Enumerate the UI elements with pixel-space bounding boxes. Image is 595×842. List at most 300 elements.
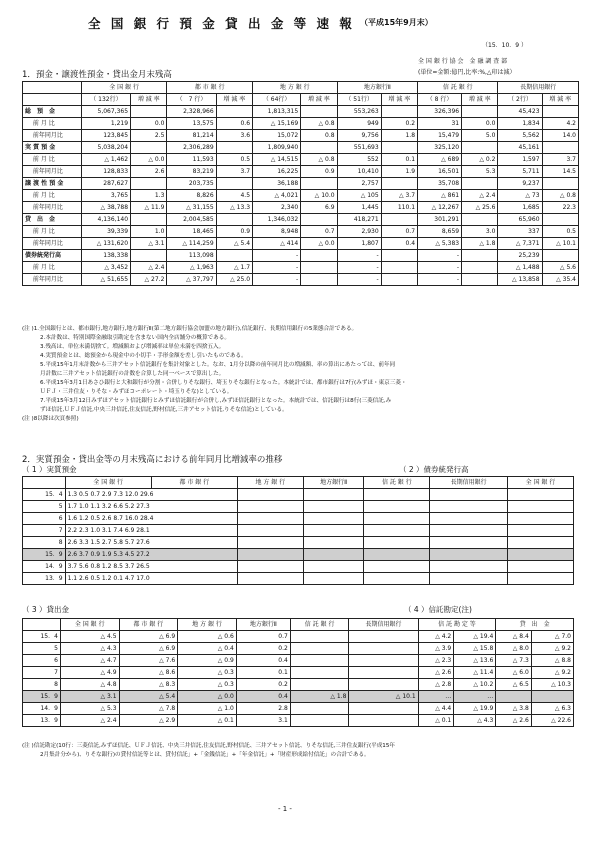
empty-cell xyxy=(364,525,430,537)
table-cell: 0.4 xyxy=(236,691,290,703)
table-row xyxy=(23,631,574,643)
column-header: 信 託 銀 行 xyxy=(364,477,430,489)
table-cell xyxy=(381,214,417,226)
table-cell: 22.3 xyxy=(542,202,578,214)
table-cell: … xyxy=(418,691,454,703)
table-cell xyxy=(462,106,498,118)
table-cell: △ 5.4 xyxy=(216,238,252,250)
table-cell xyxy=(290,655,349,667)
table-cell: △ 51,655 xyxy=(81,274,130,286)
empty-cell xyxy=(303,573,364,585)
table-cell: 1,445 xyxy=(337,202,381,214)
table-cell: △ 15.8 xyxy=(454,643,496,655)
table-cell: △ 2.6 xyxy=(418,667,454,679)
table-cell: 3.6 xyxy=(216,130,252,142)
row-label: 前年同月比 xyxy=(23,238,82,250)
rate-header: 増 減 率 xyxy=(301,94,337,106)
table-cell xyxy=(349,631,418,643)
empty-cell xyxy=(303,513,364,525)
table-cell: 2,340 xyxy=(253,202,301,214)
table-cell xyxy=(349,667,418,679)
table-cell: 8,826 xyxy=(167,190,216,202)
table-cell: △ 2.8 xyxy=(418,679,454,691)
table-cell xyxy=(462,178,498,190)
table-cell: 203,735 xyxy=(167,178,216,190)
table-cell: 1.8 xyxy=(381,130,417,142)
table-cell: 16,501 xyxy=(418,166,462,178)
empty-cell xyxy=(364,561,430,573)
table-cell: 14.0 xyxy=(542,130,578,142)
table-cell: 326,396 xyxy=(418,106,462,118)
table-row xyxy=(23,214,579,226)
page-number: - 1 - xyxy=(278,805,292,813)
table-cell: 0.4 xyxy=(381,238,417,250)
table-cell: 2.5 xyxy=(131,130,167,142)
row-values: 2.6 3.3 1.5 2.7 5.8 5.7 27.6 xyxy=(65,537,237,549)
table-cell: △ 9.2 xyxy=(531,643,573,655)
table-cell: △ 10.1 xyxy=(542,238,578,250)
table-cell: 0.2 xyxy=(381,118,417,130)
table-cell: 1,597 xyxy=(498,154,542,166)
corner-cell xyxy=(23,477,66,489)
table-cell xyxy=(290,715,349,727)
table-cell: △ 0.9 xyxy=(178,655,237,667)
table-cell: 3.0 xyxy=(462,226,498,238)
table-row xyxy=(23,561,574,573)
table-cell: 1.9 xyxy=(381,166,417,178)
table-cell: 15,479 xyxy=(418,130,462,142)
table-cell: - xyxy=(253,274,301,286)
row-label: 7 xyxy=(23,667,61,679)
issue-date: （15．10．9 ） xyxy=(482,42,527,49)
table-cell: △ 31,155 xyxy=(167,202,216,214)
table-cell: △ 8.3 xyxy=(119,679,178,691)
table-cell: 8,948 xyxy=(253,226,301,238)
empty-cell xyxy=(303,549,364,561)
row-label: 15．9 xyxy=(23,549,66,561)
table-cell xyxy=(462,142,498,154)
empty-cell xyxy=(430,489,508,501)
empty-cell xyxy=(430,561,508,573)
note-line: 5.平成15年1月末計数から三井アセット信託銀行を集計対象とした。なお、1月分以降の前年同月比の増減額、率の算出にあたっては、前年同 xyxy=(40,362,396,368)
table-cell: △ 8.4 xyxy=(496,631,532,643)
table-cell: 0.5 xyxy=(216,154,252,166)
table-cell: △ 8.8 xyxy=(531,655,573,667)
table-row xyxy=(23,667,574,679)
table-cell: - xyxy=(337,274,381,286)
table-cell: △ 10.2 xyxy=(454,679,496,691)
sub4-title: （ 4 ）信託勘定(注) xyxy=(404,605,472,614)
table-cell: △ 0.8 xyxy=(301,118,337,130)
table-cell: △ 3,452 xyxy=(81,262,130,274)
table-cell: △ 0.8 xyxy=(301,154,337,166)
table-cell: △ 4.3 xyxy=(454,715,496,727)
table-cell: △ 105 xyxy=(337,190,381,202)
table-row xyxy=(23,549,574,561)
table-cell: - xyxy=(253,250,301,262)
column-header: 全 国 銀 行 xyxy=(65,477,151,489)
table-cell: △ 5.4 xyxy=(119,691,178,703)
table-cell: △ 7,371 xyxy=(498,238,542,250)
table-cell: 123,845 xyxy=(81,130,130,142)
empty-cell xyxy=(430,573,508,585)
note-line: 3.残高は、単位未満切捨て。増減額および増減率は単位未満を四捨五入。 xyxy=(40,344,225,350)
table-cell: 0.4 xyxy=(236,655,290,667)
row-values: 1.6 1.2 0.5 2.6 8.7 16.0 28.4 xyxy=(65,513,237,525)
table-cell: △ 4,021 xyxy=(253,190,301,202)
table-cell: 1.0 xyxy=(131,226,167,238)
row-label: 13．9 xyxy=(23,573,66,585)
note-line: ずほ信託,ＵＦＪ信託,中央三井信託,住友信託,野村信託,三井アセット信託,りそな信託)としている。 xyxy=(40,407,288,413)
table-cell: 337 xyxy=(498,226,542,238)
table-cell: △ 2.9 xyxy=(119,715,178,727)
row-label: 8 xyxy=(23,679,61,691)
row-label: 前 月 比 xyxy=(23,262,82,274)
row-label: 7 xyxy=(23,525,66,537)
table-cell: △ 7.0 xyxy=(531,631,573,643)
column-count: （ 2行） xyxy=(498,94,542,106)
table-cell xyxy=(290,631,349,643)
section1-title: 1．預金・譲渡性預金・貸出金月末残高 xyxy=(22,70,172,80)
table-row xyxy=(23,202,579,214)
table-cell xyxy=(462,274,498,286)
empty-cell xyxy=(508,561,574,573)
table-cell: △ 10.1 xyxy=(349,691,418,703)
table-cell: △ 25.6 xyxy=(462,202,498,214)
table-cell: △ 1,488 xyxy=(498,262,542,274)
deposit-trend-table xyxy=(22,476,574,585)
table-cell: 1,809,940 xyxy=(253,142,301,154)
loan-trend-table xyxy=(22,618,574,727)
table-row xyxy=(23,703,574,715)
table-cell: △ 1.0 xyxy=(178,703,237,715)
table-cell: - xyxy=(418,274,462,286)
table-cell: △ 8.6 xyxy=(119,667,178,679)
table-cell: △ 0.0 xyxy=(301,238,337,250)
table-row xyxy=(23,118,579,130)
table-cell: △ 38,788 xyxy=(81,202,130,214)
table-cell: 1,807 xyxy=(337,238,381,250)
table-cell: △ 6.9 xyxy=(119,643,178,655)
empty-cell xyxy=(508,489,574,501)
table-cell: 3.7 xyxy=(542,154,578,166)
empty-cell xyxy=(364,549,430,561)
row-values: 1.1 2.6 0.5 1.2 0.1 4.7 17.0 xyxy=(65,573,237,585)
table-cell xyxy=(542,250,578,262)
table-cell: △ 1.8 xyxy=(290,691,349,703)
column-count: （ 64行） xyxy=(253,94,301,106)
table-row xyxy=(23,250,579,262)
table-cell xyxy=(216,214,252,226)
table-cell: △ 2.4 xyxy=(60,715,119,727)
empty-cell xyxy=(430,501,508,513)
empty-cell xyxy=(237,561,303,573)
column-header: 都 市 銀 行 xyxy=(119,619,178,631)
table-cell: △ 3.1 xyxy=(131,238,167,250)
row-label: 前年同月比 xyxy=(23,166,82,178)
table-cell: 949 xyxy=(337,118,381,130)
table-cell: 0.7 xyxy=(236,631,290,643)
empty-cell xyxy=(364,501,430,513)
column-header: 地 方 銀 行 xyxy=(237,477,303,489)
table-cell: 5.3 xyxy=(462,166,498,178)
table-cell xyxy=(542,214,578,226)
note-line: 2月集計分から)、りそな銀行)の貸付信託等とは、貸付信託」+「金銭信託」+「年金信託」+「財産形成給付信託」の合計である。 xyxy=(40,752,370,758)
table-cell: 10,410 xyxy=(337,166,381,178)
table-cell: △ 689 xyxy=(418,154,462,166)
table-cell: △ 13.6 xyxy=(454,655,496,667)
row-label: 前 月 比 xyxy=(23,190,82,202)
table-cell xyxy=(216,142,252,154)
table-cell: 2,757 xyxy=(337,178,381,190)
table-cell: 1,346,032 xyxy=(253,214,301,226)
table-row xyxy=(23,715,574,727)
table-cell: △ 7.8 xyxy=(119,703,178,715)
table-cell: 0.7 xyxy=(301,226,337,238)
table-cell: △ 11.9 xyxy=(131,202,167,214)
row-label: 15．9 xyxy=(23,691,61,703)
report-date: （平成15年9月末） xyxy=(360,18,433,27)
table-cell: △ 12,267 xyxy=(418,202,462,214)
empty-cell xyxy=(364,573,430,585)
row-group-label: 貸 出 金 xyxy=(23,214,82,226)
table-cell xyxy=(542,178,578,190)
table-cell: 5,067,365 xyxy=(81,106,130,118)
table-cell xyxy=(131,214,167,226)
note-line: 4.実質預金とは、総預金から現金中の小切手・手形金額を差し引いたものである。 xyxy=(40,353,247,359)
table-row xyxy=(23,489,574,501)
table-row xyxy=(23,238,579,250)
table-cell: 13,575 xyxy=(167,118,216,130)
table-cell: 35,708 xyxy=(418,178,462,190)
row-group-label: 実 質 預 金 xyxy=(23,142,82,154)
column-header: 信 託 勘 定 等 xyxy=(418,619,496,631)
column-header: 地 方 銀 行 xyxy=(253,82,338,94)
table-cell: △ 4.4 xyxy=(418,703,454,715)
table-cell: 3.7 xyxy=(216,166,252,178)
table-cell xyxy=(301,262,337,274)
row-label: 15．4 xyxy=(23,631,61,643)
table-cell: △ 25.0 xyxy=(216,274,252,286)
table-cell xyxy=(290,667,349,679)
table-cell: 551,693 xyxy=(337,142,381,154)
table-cell xyxy=(349,703,418,715)
row-values: 1.7 1.0 1.1 3.2 6.6 5.2 27.3 xyxy=(65,501,237,513)
table-cell xyxy=(381,250,417,262)
column-header: 全 国 銀 行 xyxy=(81,82,167,94)
table-cell: 0.8 xyxy=(301,130,337,142)
table-cell: △ 1,963 xyxy=(167,262,216,274)
row-label: 6 xyxy=(23,655,61,667)
table-cell: △ 1.8 xyxy=(462,238,498,250)
table-cell xyxy=(462,214,498,226)
table-cell: 1,813,315 xyxy=(253,106,301,118)
table-cell: 5,711 xyxy=(498,166,542,178)
column-header: 長期信用銀行 xyxy=(349,619,418,631)
table-cell xyxy=(462,262,498,274)
table-cell: △ 10.0 xyxy=(301,190,337,202)
table-cell: △ 9.2 xyxy=(531,667,573,679)
table-cell xyxy=(301,274,337,286)
table-cell: - xyxy=(337,262,381,274)
table-cell: 287,627 xyxy=(81,178,130,190)
table-cell: 3,765 xyxy=(81,190,130,202)
table-cell: △ 4.5 xyxy=(60,631,119,643)
table-cell: 6.9 xyxy=(301,202,337,214)
table-cell xyxy=(349,655,418,667)
table-cell: △ 0.0 xyxy=(131,154,167,166)
table-cell: 0.2 xyxy=(236,643,290,655)
empty-cell xyxy=(237,537,303,549)
table-cell: △ 8.0 xyxy=(496,643,532,655)
table-cell: 113,098 xyxy=(167,250,216,262)
table-cell: 0.1 xyxy=(381,154,417,166)
empty-cell xyxy=(430,525,508,537)
table-cell xyxy=(462,250,498,262)
empty-cell xyxy=(364,513,430,525)
empty-cell xyxy=(508,537,574,549)
table-cell xyxy=(301,250,337,262)
table-cell: 39,339 xyxy=(81,226,130,238)
table-cell: △ 11.4 xyxy=(454,667,496,679)
table-cell: 14.5 xyxy=(542,166,578,178)
empty-cell xyxy=(508,525,574,537)
empty-cell xyxy=(508,513,574,525)
row-group-label: 債券統発行高 xyxy=(23,250,82,262)
table-cell: △ 0.0 xyxy=(178,691,237,703)
table-cell: 0.2 xyxy=(236,679,290,691)
table-row xyxy=(23,262,579,274)
table-cell: 0.0 xyxy=(131,118,167,130)
table-cell: △ 5,383 xyxy=(418,238,462,250)
table-cell: … xyxy=(454,691,496,703)
table-cell: 45,423 xyxy=(498,106,542,118)
table-cell: △ 2.3 xyxy=(418,655,454,667)
table-cell: 2,004,585 xyxy=(167,214,216,226)
table-cell xyxy=(349,679,418,691)
table-cell: △ 35.4 xyxy=(542,274,578,286)
empty-cell xyxy=(303,537,364,549)
rate-header: 増 減 率 xyxy=(131,94,167,106)
table-cell: △ 0.6 xyxy=(178,631,237,643)
corner-cell xyxy=(23,82,82,94)
table-cell: △ 73 xyxy=(498,190,542,202)
table-cell: △ 6.9 xyxy=(119,631,178,643)
table-cell: - xyxy=(337,250,381,262)
table-row xyxy=(23,154,579,166)
column-header: 長期信用銀行 xyxy=(498,82,579,94)
publisher: 全 国 銀 行 協 会 金 融 調 査 部 xyxy=(418,58,508,65)
column-header: 長期信用銀行 xyxy=(430,477,508,489)
table-cell: △ 13.3 xyxy=(216,202,252,214)
column-header: 地方銀行Ⅱ xyxy=(303,477,364,489)
table-cell xyxy=(531,691,573,703)
empty-cell xyxy=(237,549,303,561)
empty-cell xyxy=(364,537,430,549)
note-line: (注 )信託勘定(10行：三菱信託,みずほ信託、ＵＦＪ信託、中央三井信託,住友信託,野村信託、三井アセット信託、りそな信託,三井住友銀行(平成15年 xyxy=(22,743,396,749)
table-cell: 4,136,140 xyxy=(81,214,130,226)
table-cell xyxy=(290,703,349,715)
table-cell xyxy=(542,142,578,154)
table-cell: - xyxy=(418,262,462,274)
table-cell: △ 3.8 xyxy=(496,703,532,715)
table-cell xyxy=(216,106,252,118)
table-cell: 2.6 xyxy=(131,166,167,178)
table-cell: △ 6.3 xyxy=(531,703,573,715)
table-cell: 9,237 xyxy=(498,178,542,190)
table-row xyxy=(23,130,579,142)
table-cell xyxy=(542,106,578,118)
note-line: 6.平成15年3月1日あさひ銀行と大和銀行が分割・合併しりそな銀行、埼玉りそな銀行となった。本統計では、都市銀行は7行(みずほ・東京三菱・ xyxy=(40,380,407,386)
row-label: 前年同月比 xyxy=(23,274,82,286)
column-header: 都 市 銀 行 xyxy=(167,82,253,94)
column-header: 都 市 銀 行 xyxy=(151,477,237,489)
table-cell: △ 27.2 xyxy=(131,274,167,286)
table-row xyxy=(23,178,579,190)
row-group-label: 総 預 金 xyxy=(23,106,82,118)
units-note: (単位=金額:億円,比率:%,△印は減） xyxy=(418,69,516,76)
table-cell: △ 7.6 xyxy=(119,655,178,667)
table-row xyxy=(23,573,574,585)
table-cell: △ 2.4 xyxy=(462,190,498,202)
table-cell xyxy=(301,106,337,118)
table-cell: 1.3 xyxy=(131,190,167,202)
table-cell: 8,659 xyxy=(418,226,462,238)
table-cell xyxy=(496,691,532,703)
table-row xyxy=(23,513,574,525)
row-values: 2.2 2.3 1.0 3.1 7.4 6.9 28.1 xyxy=(65,525,237,537)
table-cell: △ 861 xyxy=(418,190,462,202)
column-header: 貸 出 金 xyxy=(496,619,574,631)
table-cell: △ 14,515 xyxy=(253,154,301,166)
table-cell xyxy=(290,679,349,691)
table-cell: △ 19.4 xyxy=(454,631,496,643)
table-row xyxy=(23,525,574,537)
empty-cell xyxy=(508,573,574,585)
table-row xyxy=(23,142,579,154)
row-label: 5 xyxy=(23,643,61,655)
table-row xyxy=(23,537,574,549)
table-cell: △ 4.3 xyxy=(60,643,119,655)
note-line: ＵＦＪ・三井住友・りそな・みずほコーポレート・埼玉りそな)としている。 xyxy=(40,389,233,395)
table-cell: △ 13,858 xyxy=(498,274,542,286)
empty-cell xyxy=(430,513,508,525)
row-label: 前年同月比 xyxy=(23,130,82,142)
table-cell: 418,271 xyxy=(337,214,381,226)
table-cell xyxy=(216,250,252,262)
empty-cell xyxy=(303,501,364,513)
table-cell: 81,214 xyxy=(167,130,216,142)
table-cell xyxy=(216,178,252,190)
table-cell: 553,263 xyxy=(337,106,381,118)
table-cell: 2,328,966 xyxy=(167,106,216,118)
empty-cell xyxy=(303,489,364,501)
table-cell: 552 xyxy=(337,154,381,166)
table-cell: △ 114,259 xyxy=(167,238,216,250)
column-header: 地方銀行Ⅱ xyxy=(337,82,417,94)
notes-section1 xyxy=(22,325,582,424)
table-row xyxy=(23,501,574,513)
table-cell: 1,685 xyxy=(498,202,542,214)
table-cell: 45,161 xyxy=(498,142,542,154)
corner-cell xyxy=(23,619,61,631)
table-cell: 128,833 xyxy=(81,166,130,178)
row-values: 2.6 3.7 0.9 1.9 5.3 4.5 27.2 xyxy=(65,549,237,561)
table-cell xyxy=(290,643,349,655)
table-cell: △ 414 xyxy=(253,238,301,250)
table-cell: △ 37,797 xyxy=(167,274,216,286)
rate-header: 増 減 率 xyxy=(381,94,417,106)
